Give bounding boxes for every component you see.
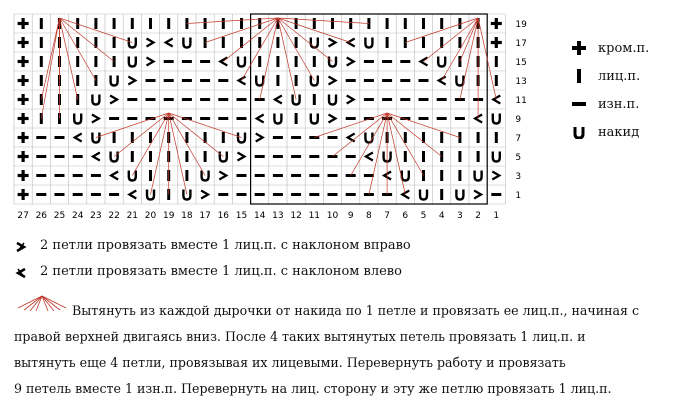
u-icon xyxy=(365,133,372,143)
bar-icon xyxy=(131,18,134,29)
bar-icon xyxy=(94,18,97,29)
dash-icon xyxy=(364,79,374,82)
dash-icon xyxy=(127,117,137,120)
bar-icon xyxy=(149,151,152,162)
dash-icon xyxy=(273,155,283,158)
dash-icon xyxy=(55,155,65,158)
row-number: 15 xyxy=(515,58,527,68)
bar-icon xyxy=(113,37,116,48)
row-number: 1 xyxy=(515,191,522,201)
bar-icon xyxy=(313,56,316,67)
plus-icon xyxy=(18,22,29,25)
column-number: 14 xyxy=(253,211,266,221)
column-number: 22 xyxy=(108,211,120,221)
u-icon xyxy=(329,95,336,105)
dash-icon xyxy=(237,193,247,196)
dash-icon xyxy=(309,174,319,177)
column-number: 5 xyxy=(420,211,427,221)
bar-icon xyxy=(458,170,461,181)
dash-icon xyxy=(200,60,210,63)
dash-icon xyxy=(400,79,410,82)
bar-icon xyxy=(204,18,207,29)
right-slant-icon xyxy=(492,172,499,180)
legend-row-yo xyxy=(572,122,639,142)
column-number: 26 xyxy=(35,211,48,221)
dash-icon xyxy=(200,79,210,82)
u-icon xyxy=(274,114,281,124)
left-slant-icon xyxy=(366,153,373,161)
right-slant-icon xyxy=(329,77,336,85)
column-number: 19 xyxy=(162,211,175,221)
plus-icon xyxy=(18,98,29,101)
legend-label-edge: кром.п. xyxy=(598,40,650,56)
dash-icon xyxy=(273,193,283,196)
column-number: 6 xyxy=(402,211,409,221)
u-icon xyxy=(475,171,482,181)
dash-icon xyxy=(237,174,247,177)
left-slant-icon xyxy=(384,172,391,180)
bar-icon xyxy=(572,69,586,83)
plus-icon xyxy=(18,79,29,82)
dash-icon xyxy=(346,155,356,158)
left-slant-icon xyxy=(75,134,82,142)
bar-icon xyxy=(185,170,188,181)
dash-icon xyxy=(400,117,410,120)
plus-icon xyxy=(572,41,586,55)
column-number: 2 xyxy=(475,211,481,221)
dash-icon xyxy=(218,117,228,120)
dash-icon xyxy=(572,97,586,111)
bar-icon xyxy=(185,132,188,143)
row-number: 9 xyxy=(515,115,522,125)
plus-icon xyxy=(18,155,29,158)
bar-icon xyxy=(477,151,480,162)
right-slant-icon xyxy=(256,134,263,142)
right-slant-icon xyxy=(329,39,336,47)
dash-icon xyxy=(291,193,301,196)
dash-icon xyxy=(73,155,83,158)
dash-icon xyxy=(164,79,174,82)
dash-icon xyxy=(200,117,210,120)
left-slant-icon xyxy=(166,39,173,47)
dash-icon xyxy=(419,79,429,82)
pulled-loop-line xyxy=(314,113,387,138)
dash-icon xyxy=(182,79,192,82)
right-slant-icon xyxy=(92,115,99,123)
bar-icon xyxy=(495,132,498,143)
dash-icon xyxy=(291,136,301,139)
column-number: 8 xyxy=(366,211,372,221)
bar-icon xyxy=(458,151,461,162)
dash-icon xyxy=(309,155,319,158)
dash-icon xyxy=(346,193,356,196)
right-slant-icon xyxy=(201,191,208,199)
dash-icon xyxy=(328,136,338,139)
bar-icon xyxy=(204,151,207,162)
bar-icon xyxy=(331,18,334,29)
bar-icon xyxy=(276,37,279,48)
u-icon xyxy=(493,114,500,124)
column-number: 25 xyxy=(53,211,66,221)
right-slant-icon xyxy=(347,58,354,66)
column-number: 23 xyxy=(90,211,102,221)
u-icon xyxy=(183,38,190,48)
bar-icon xyxy=(458,37,461,48)
bar-icon xyxy=(404,18,407,29)
plus-icon xyxy=(491,22,502,25)
dash-icon xyxy=(364,60,374,63)
bar-icon xyxy=(295,113,298,124)
dash-icon xyxy=(255,174,265,177)
bar-icon xyxy=(276,75,279,86)
bar-icon xyxy=(404,151,407,162)
legend-row-knit xyxy=(572,66,640,86)
row-number: 11 xyxy=(515,96,527,106)
row-number: 3 xyxy=(515,172,522,182)
right-slant-icon xyxy=(110,96,117,104)
bar-icon xyxy=(258,56,261,67)
dash-icon xyxy=(73,174,83,177)
dash-icon xyxy=(182,60,192,63)
column-number: 10 xyxy=(326,211,339,221)
plus-icon xyxy=(18,193,29,196)
bar-icon xyxy=(313,18,316,29)
u-icon xyxy=(256,76,263,86)
left-slant-icon xyxy=(402,191,409,199)
bar-icon xyxy=(222,18,225,29)
plus-icon xyxy=(18,136,29,139)
left-slant-icon xyxy=(475,115,482,123)
column-number: 3 xyxy=(457,211,463,221)
left-slant-icon xyxy=(93,153,100,161)
bar-icon xyxy=(295,75,298,86)
dash-icon xyxy=(146,98,156,101)
dash-icon xyxy=(273,136,283,139)
row-number: 13 xyxy=(515,77,527,87)
para-line-1: Вытянуть из каждой дырочки от накида по 1 петле и провязать ее лиц.п., начиная с xyxy=(72,303,640,318)
bar-icon xyxy=(94,56,97,67)
column-number: 11 xyxy=(308,211,321,221)
u-icon xyxy=(238,57,245,67)
u-icon xyxy=(493,152,500,162)
right-slant-icon xyxy=(14,240,28,254)
bar-icon xyxy=(149,18,152,29)
dash-icon xyxy=(382,60,392,63)
bar-icon xyxy=(131,151,134,162)
dash-icon xyxy=(400,98,410,101)
dash-icon xyxy=(437,117,447,120)
column-number: 20 xyxy=(144,211,157,221)
plus-icon xyxy=(18,41,29,44)
dash-icon xyxy=(273,174,283,177)
dash-icon xyxy=(237,117,247,120)
column-number: 9 xyxy=(347,211,354,221)
dash-icon xyxy=(255,193,265,196)
dash-icon xyxy=(364,174,374,177)
u-icon xyxy=(456,76,463,86)
bar-icon xyxy=(185,151,188,162)
dash-icon xyxy=(455,117,465,120)
bar-icon xyxy=(422,151,425,162)
bar-icon xyxy=(295,56,298,67)
column-number: 13 xyxy=(272,211,284,221)
legend-label-purl: изн.п. xyxy=(598,96,640,112)
column-number: 1 xyxy=(493,211,500,221)
dash-icon xyxy=(91,174,101,177)
bar-icon xyxy=(276,56,279,67)
bar-icon xyxy=(76,56,79,67)
bar-icon xyxy=(40,18,43,29)
dash-icon xyxy=(328,174,338,177)
u-icon xyxy=(92,95,99,105)
u-icon xyxy=(456,190,463,200)
row-number: 5 xyxy=(515,153,522,163)
column-number: 15 xyxy=(235,211,248,221)
bar-icon xyxy=(76,37,79,48)
dash-icon xyxy=(73,193,83,196)
column-number: 7 xyxy=(384,211,390,221)
dash-icon xyxy=(400,60,410,63)
bar-icon xyxy=(40,37,43,48)
bar-icon xyxy=(40,75,43,86)
u-icon xyxy=(402,171,409,181)
bar-icon xyxy=(440,132,443,143)
dash-icon xyxy=(146,79,156,82)
dash-icon xyxy=(218,193,228,196)
plus-icon xyxy=(18,174,29,177)
bar-icon xyxy=(149,132,152,143)
dash-icon xyxy=(109,193,119,196)
dash-icon xyxy=(36,193,46,196)
dash-icon xyxy=(109,117,119,120)
dash-icon xyxy=(164,98,174,101)
dash-icon xyxy=(419,117,429,120)
column-number: 18 xyxy=(181,211,193,221)
dash-icon xyxy=(182,98,192,101)
dash-icon xyxy=(55,174,65,177)
dash-icon xyxy=(237,98,247,101)
dash-icon xyxy=(200,98,210,101)
u-icon xyxy=(365,38,372,48)
left-slant-icon xyxy=(493,96,500,104)
bar-icon xyxy=(477,132,480,143)
dash-icon xyxy=(346,117,356,120)
dash-icon xyxy=(382,98,392,101)
dash-icon xyxy=(364,98,374,101)
dash-icon xyxy=(91,193,101,196)
bar-icon xyxy=(404,132,407,143)
bar-icon xyxy=(495,56,498,67)
dash-icon xyxy=(437,98,447,101)
left-slant-icon xyxy=(439,77,446,85)
bar-icon xyxy=(440,18,443,29)
u-icon xyxy=(420,190,427,200)
bar-icon xyxy=(40,56,43,67)
pulled-loops-description xyxy=(14,298,664,402)
dash-icon xyxy=(346,79,356,82)
column-number: 17 xyxy=(199,211,211,221)
u-icon xyxy=(311,114,318,124)
bar-icon xyxy=(167,18,170,29)
dash-icon xyxy=(164,60,174,63)
right-slant-icon xyxy=(347,96,354,104)
bar-icon xyxy=(258,37,261,48)
para-line-3: вытянуть еще 4 петли, провязывая их лицевыми. Перевернуть работу и провязать xyxy=(14,355,566,370)
right-slant-icon xyxy=(128,77,135,85)
column-number: 27 xyxy=(17,211,29,221)
right-slant-icon xyxy=(219,172,226,180)
bar-icon xyxy=(386,37,389,48)
dash-icon xyxy=(218,79,228,82)
row-number: 17 xyxy=(515,39,527,49)
right-slant-icon xyxy=(147,39,154,47)
bar-icon xyxy=(295,37,298,48)
legend-row-edge xyxy=(572,38,649,58)
column-number: 12 xyxy=(290,211,302,221)
left-slant-icon xyxy=(129,191,136,199)
right-slant-icon xyxy=(147,58,154,66)
left-slant-icon xyxy=(348,39,355,47)
dash-icon xyxy=(491,193,501,196)
dash-icon xyxy=(382,79,392,82)
para-line-2: правой верхней двигаясь вниз. После 4 таких вытянутых петель провязать 1 лиц.п. и xyxy=(14,329,586,344)
u-icon xyxy=(438,57,445,67)
row-number: 19 xyxy=(515,20,527,30)
bar-icon xyxy=(495,75,498,86)
note-right-slant-text: 2 петли провязать вместе 1 лиц.п. с наклоном вправо xyxy=(40,238,411,253)
plus-icon xyxy=(18,117,29,120)
u-icon xyxy=(74,114,81,124)
note-left-slant-text: 2 петли провязать вместе 1 лиц.п. с наклоном влево xyxy=(40,264,402,279)
bar-icon xyxy=(222,132,225,143)
dash-icon xyxy=(146,117,156,120)
bar-icon xyxy=(222,37,225,48)
left-slant-icon xyxy=(257,115,264,123)
bar-icon xyxy=(113,18,116,29)
right-slant-icon xyxy=(238,153,245,161)
u-icon xyxy=(129,57,136,67)
dash-icon xyxy=(364,117,374,120)
bar-icon xyxy=(113,132,116,143)
dash-icon xyxy=(218,98,228,101)
left-slant-icon xyxy=(14,266,28,280)
dash-icon xyxy=(291,155,301,158)
dash-icon xyxy=(291,174,301,177)
dash-icon xyxy=(255,155,265,158)
bar-icon xyxy=(422,18,425,29)
left-slant-icon xyxy=(111,172,118,180)
left-slant-icon xyxy=(275,96,282,104)
bar-icon xyxy=(349,18,352,29)
bar-icon xyxy=(313,94,316,105)
row-number: 7 xyxy=(515,134,522,144)
dash-icon xyxy=(36,155,46,158)
dash-icon xyxy=(36,174,46,177)
legend-row-purl xyxy=(572,94,639,114)
dash-icon xyxy=(328,193,338,196)
legend-label-yo: накид xyxy=(598,124,640,140)
dash-icon xyxy=(419,98,429,101)
dash-icon xyxy=(127,98,137,101)
column-number: 21 xyxy=(126,211,139,221)
dash-icon xyxy=(55,193,65,196)
para-line-4: 9 петель вместе 1 изн.п. Перевернуть на лиц. сторону и эту же петлю провязать 1 лиц.п. xyxy=(14,381,612,396)
column-number: 16 xyxy=(217,211,230,221)
plus-icon xyxy=(18,60,29,63)
right-slant-icon xyxy=(474,191,481,199)
u-icon xyxy=(311,38,318,48)
left-slant-icon xyxy=(239,77,246,85)
bar-icon xyxy=(149,170,152,181)
right-slant-icon xyxy=(329,115,336,123)
left-slant-icon xyxy=(348,134,355,142)
dash-icon xyxy=(55,136,65,139)
bar-icon xyxy=(422,37,425,48)
u-icon xyxy=(572,125,586,139)
column-number: 24 xyxy=(71,211,84,221)
plus-icon xyxy=(491,41,502,44)
bar-icon xyxy=(440,170,443,181)
dash-icon xyxy=(309,193,319,196)
legend-label-knit: лиц.п. xyxy=(598,68,641,84)
dash-icon xyxy=(182,117,192,120)
column-number: 4 xyxy=(438,211,445,221)
bar-icon xyxy=(386,18,389,29)
bar-icon xyxy=(440,189,443,200)
bar-icon xyxy=(76,75,79,86)
u-icon xyxy=(111,76,118,86)
dash-icon xyxy=(36,136,46,139)
bar-icon xyxy=(240,18,243,29)
